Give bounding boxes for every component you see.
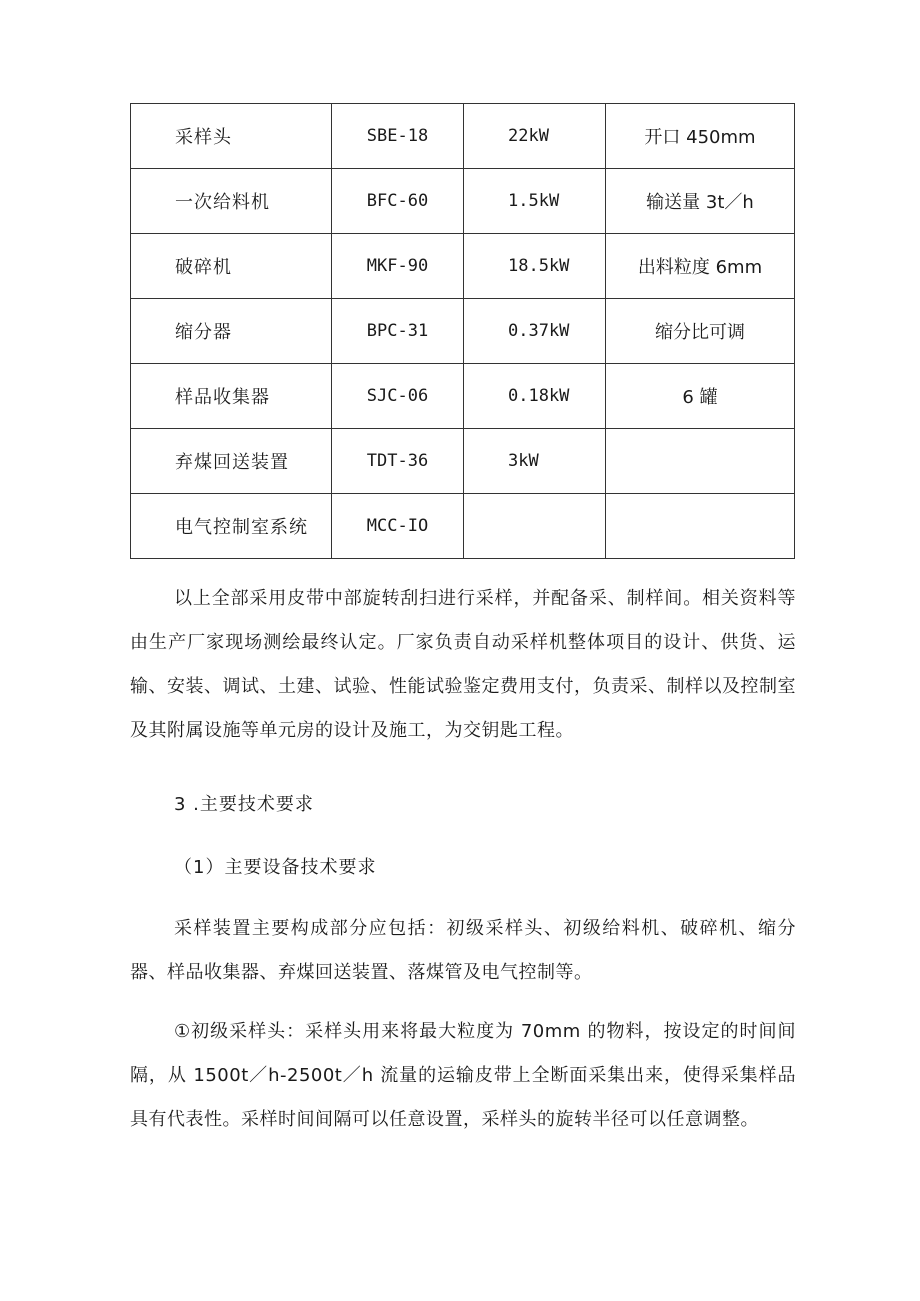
- power-cell: 22kW: [464, 104, 606, 169]
- paragraph-scope-of-supply: 以上全部采用皮带中部旋转刮扫进行采样，并配备采、制样间。相关资料等由生产厂家现场测绘最终认定。厂家负责自动采样机整体项目的设计、供货、运输、安装、调试、土建、试验、性能试验鉴定费用支付，负责采、制样以及控制室及其附属设施等单元房的设计及施工，为交钥匙工程。: [130, 588, 796, 741]
- model-cell: TDT-36: [332, 429, 464, 494]
- equipment-name-cell: 样品收集器: [131, 364, 332, 429]
- spec-cell: 6 罐: [606, 364, 795, 429]
- model-cell: BFC-60: [332, 169, 464, 234]
- section-heading-main-technical-requirements: 3 .主要技术要求: [174, 794, 314, 815]
- model-cell: SBE-18: [332, 104, 464, 169]
- power-cell: 3kW: [464, 429, 606, 494]
- power-cell: 18.5kW: [464, 234, 606, 299]
- equipment-name-cell: 破碎机: [131, 234, 332, 299]
- model-cell: BPC-31: [332, 299, 464, 364]
- model-cell: SJC-06: [332, 364, 464, 429]
- model-cell: MCC-IO: [332, 494, 464, 559]
- table-row: [131, 299, 795, 364]
- equipment-name-cell: 缩分器: [131, 299, 332, 364]
- equipment-name-cell: 弃煤回送装置: [131, 429, 332, 494]
- spec-cell: 输送量 3t／h: [606, 169, 795, 234]
- spec-cell: [606, 494, 795, 559]
- spec-cell: [606, 429, 795, 494]
- model-cell: MKF-90: [332, 234, 464, 299]
- spec-cell: 缩分比可调: [606, 299, 795, 364]
- equipment-name-cell: 电气控制室系统: [131, 494, 332, 559]
- power-cell: 1.5kW: [464, 169, 606, 234]
- table-row: [131, 169, 795, 234]
- equipment-spec-table: [130, 103, 795, 559]
- table-row: [131, 234, 795, 299]
- power-cell: 0.37kW: [464, 299, 606, 364]
- spec-cell: 开口 450mm: [606, 104, 795, 169]
- table-row: [131, 104, 795, 169]
- paragraph-primary-sampling-head: ①初级采样头：采样头用来将最大粒度为 70mm 的物料，按设定的时间间隔，从 1500t／h-2500t／h 流量的运输皮带上全断面采集出来，使得采集样品具有代表性。采样时间间隔可以任意设置，采样头的旋转半径可以任意调整。: [130, 1021, 796, 1130]
- equipment-name-cell: 一次给料机: [131, 169, 332, 234]
- paragraph-sampler-components: 采样装置主要构成部分应包括：初级采样头、初级给料机、破碎机、缩分器、样品收集器、弃煤回送装置、落煤管及电气控制等。: [130, 918, 796, 983]
- table-row: [131, 429, 795, 494]
- power-cell: [464, 494, 606, 559]
- power-cell: 0.18kW: [464, 364, 606, 429]
- table-row: [131, 494, 795, 559]
- spec-cell: 出料粒度 6mm: [606, 234, 795, 299]
- table-row: [131, 364, 795, 429]
- subsection-heading-equipment-requirements: （1）主要设备技术要求: [174, 857, 377, 878]
- equipment-name-cell: 采样头: [131, 104, 332, 169]
